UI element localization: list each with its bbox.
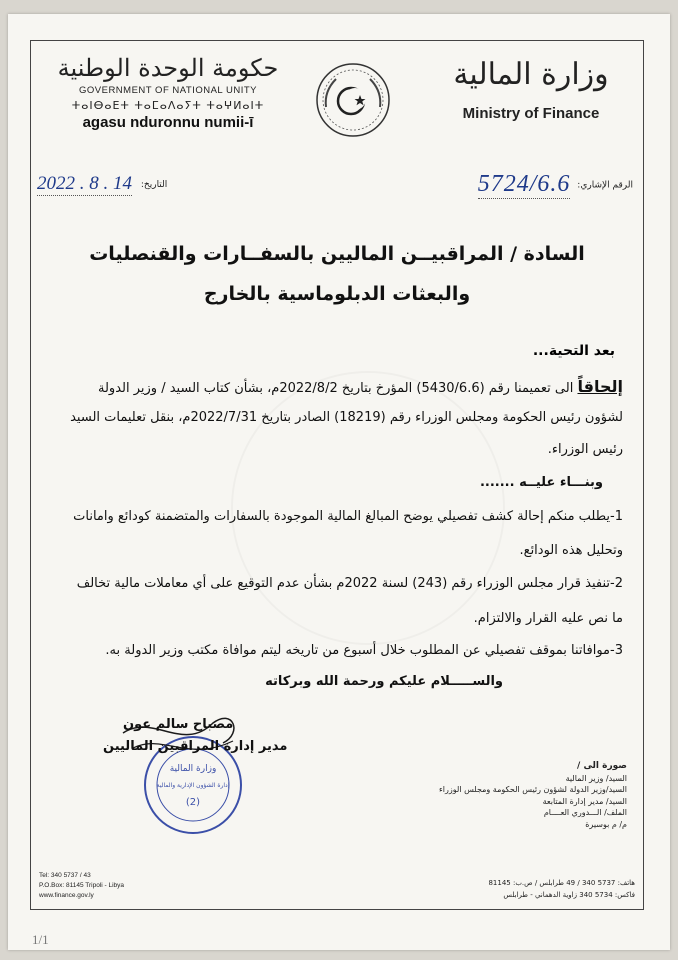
stamp-text-top: وزارة المالية: [169, 764, 217, 774]
date-label: التاريخ:: [140, 180, 168, 190]
item-2-line-2: ما نص عليه القرار والالتزام.: [473, 611, 623, 626]
date-value: 2022 . 8 . 14: [37, 173, 132, 194]
closing-greeting: والســـــلام عليكم ورحمة الله وبركاته: [265, 674, 503, 689]
greeting: بعد التحية...: [532, 343, 615, 359]
copy-to-line: السيد/ وزير المالية: [565, 773, 627, 783]
footer-tel: Tel: 340 5737 / 43: [39, 872, 91, 879]
stamp-text-mid: إدارة الشؤون الإدارية والمالية: [156, 782, 230, 789]
copy-to-line: السيد/ مدير إدارة المتابعة: [542, 796, 627, 806]
gov-name-tifinagh: ⵜⴰⵏⴱⴰⴹⵜ ⵜⴰⵎⴰⴷⴰⵢⵜ ⵜⴰⵖⵍⴰⵏⵜ: [71, 99, 265, 112]
reference-value: 5724/6.6: [477, 171, 571, 197]
copy-to-line: م/ م بوسيرة: [585, 819, 627, 829]
libya-emblem-icon: [314, 61, 392, 139]
paragraph-lead: إلحاقاً: [577, 377, 623, 396]
addressee-line-2: والبعثات الدبلوماسية بالخارج: [203, 283, 471, 305]
footer-phone-arabic: هاتف: 5737 340 / 49 طرابلس / ص.ب: 81145: [488, 879, 635, 887]
gov-name-arabic: حكومة الوحدة الوطنية: [57, 54, 279, 82]
footer-contact-arabic: [488, 877, 635, 901]
paragraph-1-line-3: رئيس الوزراء.: [547, 442, 623, 457]
page-border: [30, 40, 644, 910]
paragraph-1-line-2: لشؤون رئيس الحكومة ومجلس الوزراء رقم (18219) الصادر بتاريخ 2022/7/31م، بنقل تعليمات السيد: [70, 410, 623, 425]
gov-name-english: GOVERNMENT OF NATIONAL UNITY: [79, 85, 257, 96]
copy-to-heading: صورة الى /: [577, 761, 627, 771]
footer-fax-arabic: فاكس: 5734 340 زاوية الدهماني - طرابلس: [503, 891, 635, 899]
paragraph-1-line-1: إلحاقاً الى تعميمنا رقم (5430/6.6) المؤرخ بتاريخ 2022/8/2م، بشأن كتاب السيد / وزير الدولة: [98, 377, 623, 396]
item-1-line-2: وتحليل هذه الودائع.: [519, 543, 623, 558]
page-number: 1/1: [32, 932, 49, 947]
gov-name-amazigh: agasu nduronnu numii-ī: [82, 114, 254, 131]
ministry-header: [431, 55, 631, 122]
footer-pobox: P.O.Box: 81145 Tripoli - Libya: [39, 882, 125, 889]
copy-to-block: [427, 761, 627, 830]
reference-number: [478, 171, 633, 199]
item-2-line-1: 2-تنفيذ قرار مجلس الوزراء رقم (243) لسنة 2022م بشأن عدم التوقيع على أي معاملات مالية تخالف: [76, 576, 623, 591]
based-on-heading: وبنـــاء عليــه .......: [479, 475, 603, 490]
ministry-name-english: Ministry of Finance: [462, 105, 600, 122]
footer-contact-english: [39, 871, 124, 901]
stamp-number: (2): [185, 797, 201, 808]
ministry-name-arabic: وزارة المالية: [453, 57, 609, 92]
signatory-title: مدير إدارة المراقبين الماليين: [103, 739, 288, 754]
document-page: [8, 14, 670, 950]
document-date: [37, 173, 167, 196]
addressee-line-1: السادة / المراقبيــن الماليين بالسفــارات والقنصليات: [89, 243, 585, 265]
item-1-line-1: 1-يطلب منكم إحالة كشف تفصيلي يوضح المبالغ المالية الموجودة بالسفارات والمتضمنة كودائع وامانات: [73, 509, 623, 524]
copy-to-line: الملف/ الـــدوري العــــام: [543, 808, 627, 817]
reference-label: الرقم الإشاري:: [577, 180, 633, 191]
signatory-name: مصباح سالم عون: [123, 717, 234, 732]
reference-row: [31, 171, 643, 201]
item-3: 3-موافاتنا بموقف تفصيلي عن المطلوب خلال أسبوع من تاريخه ليتم موافاة مكتب وزير الدولة به.: [105, 643, 623, 658]
gov-header: [43, 53, 293, 131]
copy-to-line: السيد/وزير الدولة لشؤون رئيس الحكومة ومجلس الوزراء: [439, 785, 627, 794]
footer-website: www.finance.gov.ly: [39, 892, 94, 899]
